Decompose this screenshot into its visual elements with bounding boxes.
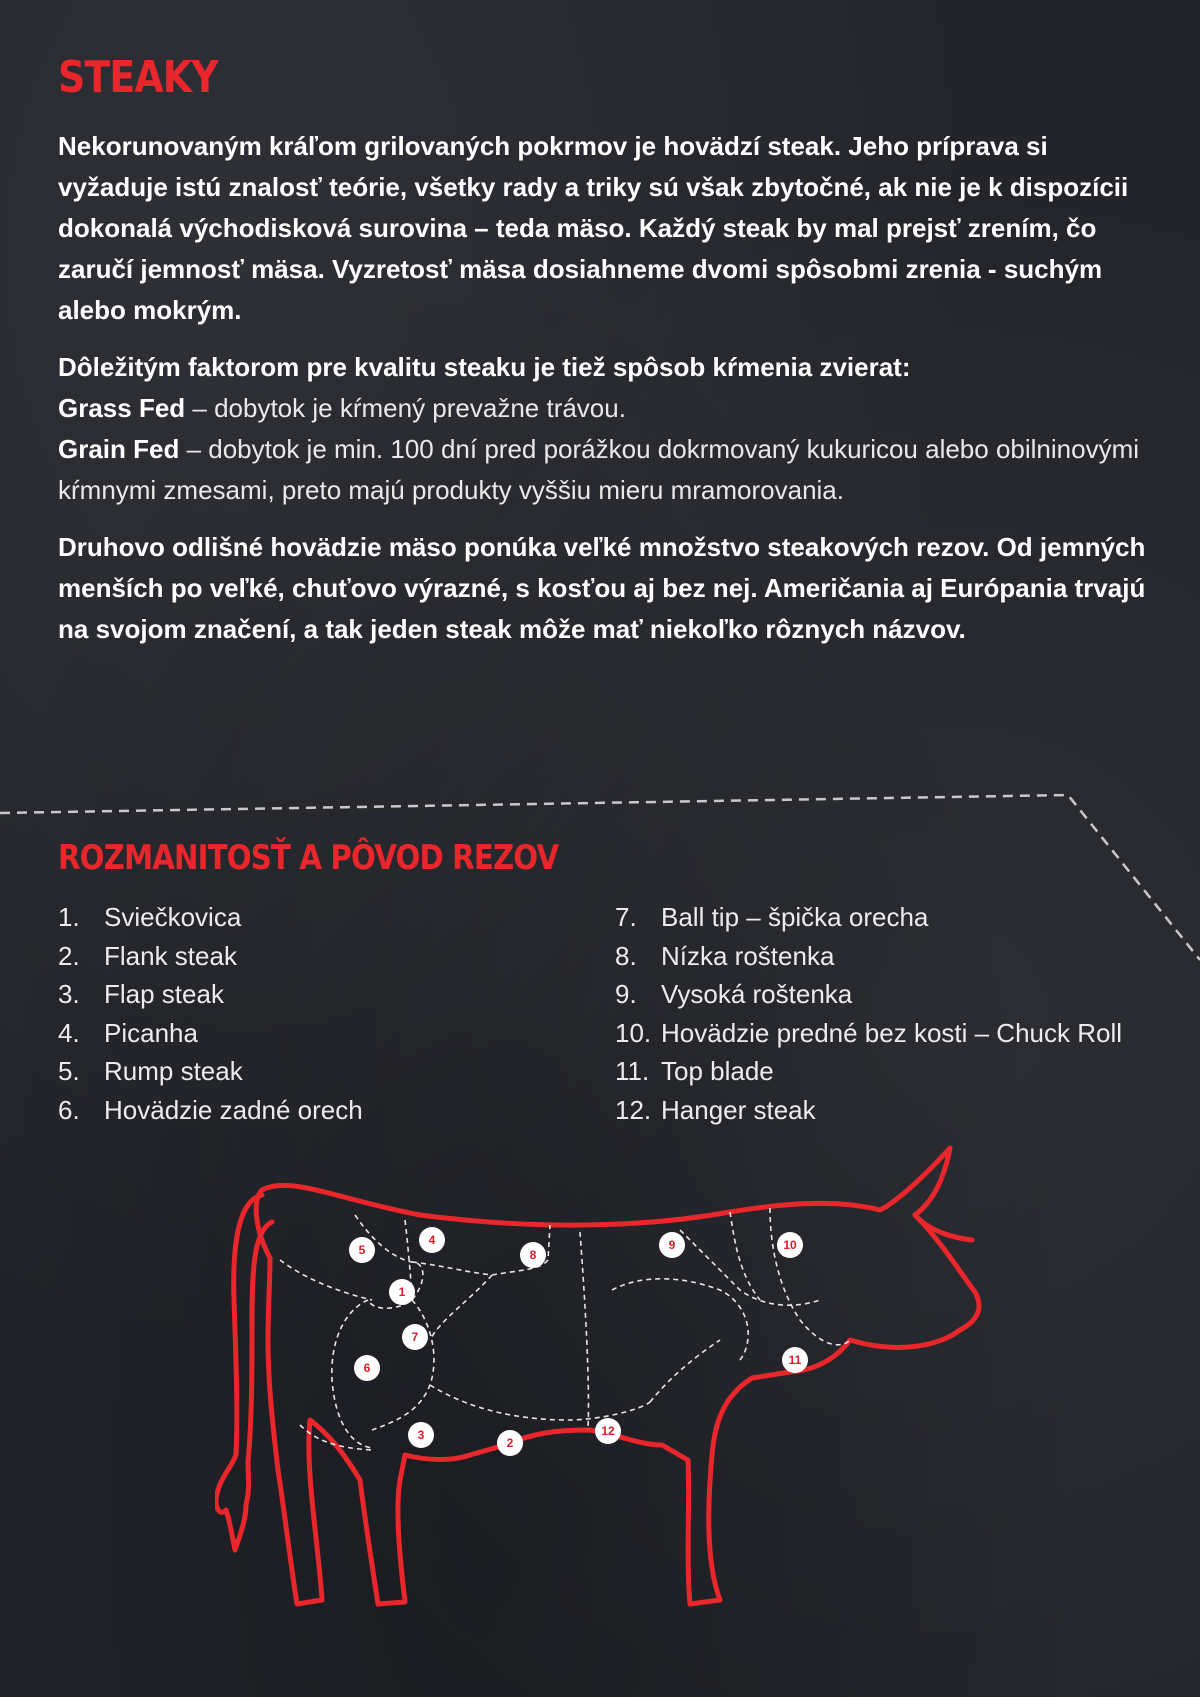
list-item: 8. Nízka roštenka — [615, 940, 835, 971]
svg-text:9: 9 — [668, 1238, 676, 1252]
intro-paragraph-2 — [58, 347, 1158, 511]
page-title: STEAKY — [58, 52, 218, 103]
svg-text:12: 12 — [601, 1424, 615, 1438]
svg-text:6: 6 — [363, 1361, 371, 1375]
grain-fed-text: – dobytok je min. 100 dní pred porážkou dokrmovaný kukuricou alebo obilninovými kŕmnymi zmesami, preto majú produkty vyššiu mieru mramorovania. — [58, 434, 1140, 505]
svg-text:1: 1 — [398, 1285, 406, 1299]
cuts-section-title: ROZMANITOSŤ A PÔVOD REZOV — [58, 838, 559, 878]
svg-text:10: 10 — [783, 1238, 797, 1252]
svg-text:4: 4 — [428, 1233, 436, 1247]
grass-fed-text: – dobytok je kŕmený prevažne trávou. — [185, 393, 626, 423]
cut-badge-4 — [419, 1227, 445, 1253]
list-item: 12. Hanger steak — [615, 1094, 816, 1125]
svg-text:8: 8 — [529, 1248, 537, 1262]
list-item: 5. Rump steak — [58, 1056, 243, 1086]
cuts-list-right — [615, 898, 1122, 1129]
svg-text:2: 2 — [506, 1436, 514, 1450]
list-item: 3. Flap steak — [58, 979, 224, 1009]
cut-badge-3 — [408, 1422, 434, 1448]
svg-text:11: 11 — [788, 1353, 802, 1367]
cut-badge-8 — [520, 1242, 546, 1268]
list-item: 6. Hovädzie zadné orech — [58, 1094, 363, 1125]
cut-badge-7 — [402, 1324, 428, 1350]
list-item: 2. Flank steak — [58, 940, 237, 971]
intro-paragraph-1: Nekorunovaným kráľom grilovaných pokrmov je hovädzí steak. Jeho príprava si vyžaduje istú znalosť teórie, všetky rady a triky sú však zbytočné, ak nie je k dispozícii dokonalá východisková surovina – teda mäso. Každý steak by mal prejsť zrením, čo zaručí jemnosť mäsa. Vyzretosť mäsa dosiahneme dvomi spôsobmi zrenia - suchým alebo mokrým. — [58, 131, 1129, 325]
cow-outline — [216, 1148, 979, 1604]
list-item: 7. Ball tip – špička orecha — [615, 902, 929, 932]
feeding-lead: Dôležitým faktorom pre kvalitu steaku je tiež spôsob kŕmenia zvierat: — [58, 352, 911, 382]
svg-text:7: 7 — [411, 1330, 419, 1344]
grain-fed-label: Grain Fed — [58, 434, 180, 464]
grass-fed-label: Grass Fed — [58, 393, 186, 423]
cut-badge-5 — [349, 1237, 375, 1263]
svg-text:5: 5 — [358, 1243, 366, 1257]
svg-text:3: 3 — [417, 1428, 425, 1442]
list-item: 9. Vysoká roštenka — [615, 979, 853, 1009]
list-item: 1. Sviečkovica — [58, 902, 242, 932]
cut-badge-9 — [659, 1232, 685, 1258]
list-item: 11. Top blade — [615, 1056, 774, 1086]
cut-badge-6 — [354, 1355, 380, 1381]
cuts-list-left — [58, 898, 363, 1129]
cut-badge-10 — [777, 1232, 803, 1258]
intro-paragraph-3: Druhovo odlišné hovädzie mäso ponúka veľké množstvo steakových rezov. Od jemných menších po veľké, chuťovo výrazné, s kosťou aj bez nej. Američania aj Európania trvajú na svojom značení, a tak jeden steak môže mať niekoľko rôznych názvov. — [58, 532, 1146, 644]
cut-badge-1 — [389, 1279, 415, 1305]
cut-badge-2 — [497, 1430, 523, 1456]
intro-text — [58, 126, 1158, 666]
cut-badge-12 — [595, 1418, 621, 1444]
list-item: 10. Hovädzie predné bez kosti – Chuck Roll — [615, 1017, 1123, 1048]
list-item: 4. Picanha — [58, 1017, 198, 1048]
cut-badge-11 — [782, 1347, 808, 1373]
cut-badges — [349, 1227, 808, 1456]
cow-cuts-diagram — [215, 1130, 1025, 1640]
